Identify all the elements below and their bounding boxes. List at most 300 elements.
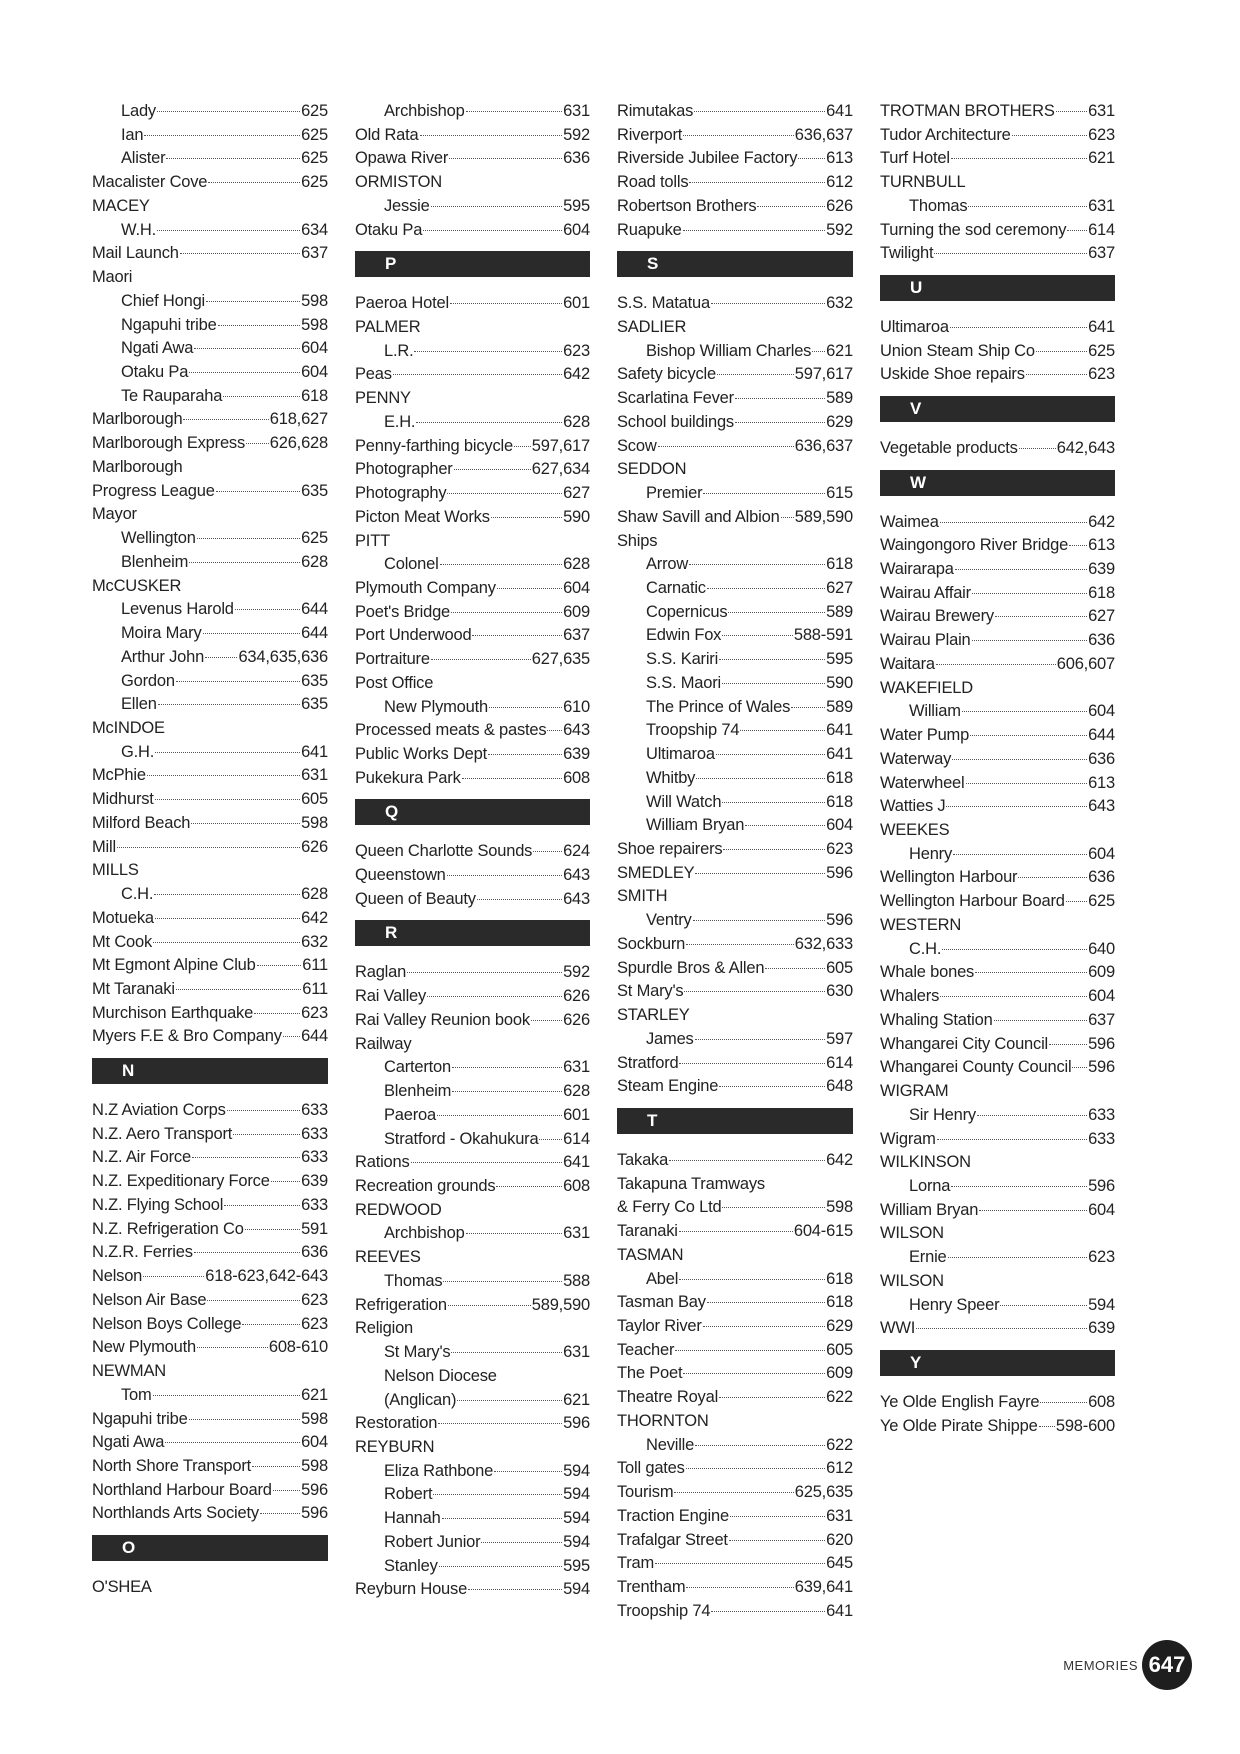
index-entry bbox=[92, 1407, 328, 1431]
entry-name: Road tolls bbox=[617, 173, 689, 192]
entry-name: Nelson bbox=[92, 1267, 143, 1286]
entry-pages: 594 bbox=[1088, 1295, 1115, 1314]
index-entry bbox=[92, 930, 328, 954]
entry-name: Whalers bbox=[880, 987, 940, 1006]
entry-pages: 608 bbox=[1088, 1392, 1115, 1411]
entry-pages: 644 bbox=[301, 1027, 328, 1046]
index-entry bbox=[355, 339, 590, 363]
entry-name: Safety bicycle bbox=[617, 365, 716, 384]
index-entry bbox=[355, 1103, 590, 1127]
dot-leader bbox=[143, 1276, 204, 1277]
entry-name: WILSON bbox=[880, 1224, 944, 1243]
entry-pages: 594 bbox=[563, 1461, 590, 1480]
index-heading bbox=[92, 502, 328, 526]
index-entry bbox=[355, 1482, 590, 1506]
index-entry bbox=[880, 1390, 1115, 1414]
entry-pages: 642 bbox=[826, 1150, 853, 1169]
index-heading bbox=[355, 386, 590, 410]
dot-leader bbox=[950, 327, 1087, 328]
index-entry bbox=[880, 794, 1115, 818]
entry-name: Mail Launch bbox=[92, 244, 179, 263]
entry-name: Ye Olde Pirate Shippe bbox=[880, 1416, 1038, 1435]
index-entry bbox=[880, 984, 1115, 1008]
entry-name: Waterwheel bbox=[880, 773, 965, 792]
entry-pages: 609 bbox=[1088, 963, 1115, 982]
entry-pages: 596 bbox=[563, 1414, 590, 1433]
entry-name: Turf Hotel bbox=[880, 149, 950, 168]
entry-name: Portraiture bbox=[355, 650, 430, 669]
index-entry bbox=[617, 1551, 853, 1575]
entry-name: Progress League bbox=[92, 481, 215, 500]
entry-name: Marlborough Express bbox=[92, 434, 246, 453]
entry-name: St Mary's bbox=[384, 1343, 451, 1362]
dot-leader bbox=[951, 1186, 1087, 1187]
entry-name: Ultimaroa bbox=[880, 317, 949, 336]
entry-name: N.Z.R. Ferries bbox=[92, 1243, 193, 1262]
dot-leader bbox=[443, 1281, 562, 1282]
entry-name: Trafalgar Street bbox=[617, 1530, 728, 1549]
entry-name: Wairarapa bbox=[880, 559, 954, 578]
dot-leader bbox=[189, 372, 300, 373]
index-entry bbox=[355, 194, 590, 218]
dot-leader bbox=[689, 564, 825, 565]
dot-leader bbox=[962, 711, 1087, 712]
dot-leader bbox=[977, 1115, 1087, 1116]
dot-leader bbox=[423, 230, 562, 231]
index-entry bbox=[92, 953, 328, 977]
entry-pages: 644 bbox=[1088, 726, 1115, 745]
entry-pages: 643 bbox=[563, 889, 590, 908]
index-entry bbox=[92, 740, 328, 764]
entry-pages: 595 bbox=[826, 650, 853, 669]
dot-leader bbox=[180, 253, 300, 254]
entry-pages: 627 bbox=[826, 578, 853, 597]
entry-pages: 625 bbox=[301, 149, 328, 168]
entry-pages: 598 bbox=[301, 813, 328, 832]
entry-name: North Shore Transport bbox=[92, 1456, 252, 1475]
dot-leader bbox=[1019, 448, 1056, 449]
entry-pages: 618 bbox=[826, 792, 853, 811]
entry-name: Sir Henry bbox=[909, 1105, 976, 1124]
index-entry bbox=[92, 811, 328, 835]
entry-name: Will Watch bbox=[646, 792, 722, 811]
dot-leader bbox=[155, 799, 300, 800]
index-entry bbox=[880, 241, 1115, 265]
index-entry bbox=[355, 718, 590, 742]
entry-pages: 628 bbox=[563, 555, 590, 574]
index-entry bbox=[355, 695, 590, 719]
entry-pages: 623 bbox=[301, 1003, 328, 1022]
entry-pages: 606,607 bbox=[1056, 654, 1115, 673]
dot-leader bbox=[450, 303, 562, 304]
dot-leader bbox=[514, 446, 531, 447]
entry-pages: 637 bbox=[1088, 244, 1115, 263]
index-entry bbox=[355, 1174, 590, 1198]
dot-leader bbox=[192, 1157, 300, 1158]
dot-leader bbox=[955, 569, 1087, 570]
entry-name: Ngati Awa bbox=[121, 339, 194, 358]
entry-name: Tourism bbox=[617, 1483, 674, 1502]
index-entry bbox=[92, 1478, 328, 1502]
index-entry bbox=[617, 1027, 853, 1051]
index-entry bbox=[617, 1528, 853, 1552]
index-heading bbox=[617, 1172, 853, 1196]
entry-pages: 633 bbox=[301, 1124, 328, 1143]
dot-leader bbox=[117, 847, 300, 848]
entry-name: Motueka bbox=[92, 908, 154, 927]
entry-pages: 627 bbox=[1088, 607, 1115, 626]
dot-leader bbox=[674, 1492, 793, 1493]
dot-leader bbox=[197, 1347, 268, 1348]
entry-name: New Plymouth bbox=[384, 697, 488, 716]
entry-name: Mt Taranaki bbox=[92, 980, 175, 998]
entry-pages: 639 bbox=[301, 1172, 328, 1191]
entry-name: Nelson Boys College bbox=[92, 1314, 242, 1333]
entry-pages: 631 bbox=[563, 1058, 590, 1077]
entry-pages: 626 bbox=[563, 1010, 590, 1029]
entry-pages: 618 bbox=[301, 386, 328, 405]
index-entry bbox=[617, 481, 853, 505]
index-heading bbox=[355, 1245, 590, 1269]
entry-pages: 648 bbox=[826, 1077, 853, 1096]
entry-name: Levenus Harold bbox=[121, 600, 234, 619]
entry-name: Stratford - Okahukura bbox=[384, 1129, 539, 1148]
entry-pages: 612 bbox=[826, 173, 853, 192]
entry-name: Carterton bbox=[384, 1058, 451, 1077]
entry-pages: 643 bbox=[563, 721, 590, 740]
entry-name: Waitara bbox=[880, 654, 935, 673]
entry-pages: 625 bbox=[301, 529, 328, 548]
entry-pages: 625 bbox=[301, 125, 328, 144]
entry-name: Opawa River bbox=[355, 149, 449, 168]
index-entry bbox=[92, 1240, 328, 1264]
index-heading bbox=[355, 315, 590, 339]
entry-pages: 625 bbox=[1088, 341, 1115, 360]
dot-leader bbox=[224, 1205, 300, 1206]
entry-pages: 610 bbox=[563, 697, 590, 716]
entry-name: STARLEY bbox=[617, 1006, 690, 1025]
entry-pages: 604 bbox=[301, 1433, 328, 1452]
dot-leader bbox=[916, 1328, 1087, 1329]
index-entry bbox=[617, 576, 853, 600]
entry-pages: 631 bbox=[1088, 196, 1115, 215]
dot-leader bbox=[975, 972, 1087, 973]
entry-pages: 623 bbox=[301, 1314, 328, 1333]
dot-leader bbox=[431, 659, 531, 660]
dot-leader bbox=[407, 972, 562, 973]
entry-name: E.H. bbox=[384, 412, 416, 431]
entry-name: W.H. bbox=[121, 220, 156, 239]
index-entry bbox=[617, 1385, 853, 1409]
entry-name: The Poet bbox=[617, 1364, 683, 1383]
index-heading bbox=[880, 1269, 1115, 1293]
dot-leader bbox=[497, 588, 562, 589]
dot-leader bbox=[711, 303, 825, 304]
entry-pages: 618 bbox=[826, 768, 853, 787]
entry-name: Eliza Rathbone bbox=[384, 1461, 494, 1480]
dot-leader bbox=[454, 469, 531, 470]
dot-leader bbox=[791, 707, 825, 708]
entry-pages: 631 bbox=[1088, 102, 1115, 120]
entry-pages: 631 bbox=[826, 1506, 853, 1525]
entry-pages: 633 bbox=[301, 1148, 328, 1167]
dot-leader bbox=[970, 735, 1087, 736]
entry-pages: 597,617 bbox=[531, 436, 590, 455]
entry-name: Maori bbox=[92, 268, 133, 287]
index-entry bbox=[617, 1074, 853, 1098]
dot-leader bbox=[254, 1013, 300, 1014]
dot-leader bbox=[722, 1207, 825, 1208]
dot-leader bbox=[683, 230, 825, 231]
entry-pages: 597 bbox=[826, 1029, 853, 1048]
index-entry bbox=[355, 146, 590, 170]
entry-pages: 632 bbox=[826, 294, 853, 313]
entry-pages: 628 bbox=[301, 552, 328, 571]
dot-leader bbox=[437, 1115, 562, 1116]
entry-name: Scow bbox=[617, 436, 657, 455]
index-entry bbox=[92, 977, 328, 1001]
dot-leader bbox=[155, 918, 300, 919]
entry-name: Theatre Royal bbox=[617, 1388, 719, 1407]
dot-leader bbox=[252, 1466, 300, 1467]
entry-name: Ian bbox=[121, 125, 144, 144]
index-entry bbox=[92, 1098, 328, 1122]
entry-pages: 628 bbox=[563, 1082, 590, 1101]
entry-pages: 635 bbox=[301, 671, 328, 690]
entry-name: Rimutakas bbox=[617, 102, 694, 120]
dot-leader bbox=[472, 635, 562, 636]
entry-name: Processed meats & pastes bbox=[355, 721, 547, 740]
index-heading bbox=[355, 1198, 590, 1222]
dot-leader bbox=[684, 991, 825, 992]
index-entry bbox=[92, 1335, 328, 1359]
entry-pages: 613 bbox=[1088, 773, 1115, 792]
entry-name: Penny-farthing bicycle bbox=[355, 436, 513, 455]
index-entry bbox=[92, 241, 328, 265]
index-entry bbox=[617, 123, 853, 147]
entry-name: Henry bbox=[909, 844, 953, 863]
dot-leader bbox=[765, 968, 825, 969]
entry-name: Stratford bbox=[617, 1053, 679, 1072]
entry-name: N.Z. Aero Transport bbox=[92, 1124, 233, 1143]
index-entry bbox=[617, 386, 853, 410]
dot-leader bbox=[533, 851, 562, 852]
entry-name: REEVES bbox=[355, 1248, 421, 1267]
entry-name: Midhurst bbox=[92, 790, 154, 809]
index-entry bbox=[92, 1001, 328, 1025]
dot-leader bbox=[722, 683, 825, 684]
dot-leader bbox=[155, 752, 300, 753]
entry-name: Blenheim bbox=[384, 1082, 452, 1101]
index-heading bbox=[880, 1221, 1115, 1245]
dot-leader bbox=[675, 1350, 825, 1351]
section-letter-bar: U bbox=[880, 275, 1115, 301]
entry-pages: 589,590 bbox=[794, 507, 853, 526]
entry-pages: 596 bbox=[1088, 1176, 1115, 1195]
index-entry bbox=[880, 557, 1115, 581]
entry-name: Marlborough bbox=[92, 457, 183, 476]
entry-pages: 628 bbox=[301, 885, 328, 904]
entry-name: SEDDON bbox=[617, 460, 687, 479]
index-heading bbox=[617, 1409, 853, 1433]
entry-pages: 618 bbox=[826, 1269, 853, 1288]
index-entry bbox=[355, 623, 590, 647]
entry-pages: 604 bbox=[1088, 987, 1115, 1006]
entry-name: Wairau Plain bbox=[880, 631, 971, 650]
entry-pages: 636 bbox=[563, 149, 590, 168]
index-entry bbox=[617, 813, 853, 837]
entry-pages: 604 bbox=[826, 816, 853, 835]
dot-leader bbox=[703, 1326, 825, 1327]
entry-name: L.R. bbox=[384, 341, 414, 360]
index-entry bbox=[92, 787, 328, 811]
entry-name: New Plymouth bbox=[92, 1338, 196, 1357]
index-heading bbox=[880, 1150, 1115, 1174]
dot-leader bbox=[166, 158, 300, 159]
dot-leader bbox=[207, 1300, 300, 1301]
index-entry bbox=[355, 291, 590, 315]
entry-pages: 604 bbox=[301, 363, 328, 382]
dot-leader bbox=[439, 1566, 562, 1567]
entry-name: N.Z. Expeditionary Force bbox=[92, 1172, 270, 1191]
dot-leader bbox=[1056, 111, 1087, 112]
entry-pages: 632 bbox=[301, 932, 328, 951]
entry-name: WILSON bbox=[880, 1271, 944, 1290]
entry-pages: 642,643 bbox=[1056, 438, 1115, 457]
dot-leader bbox=[1012, 135, 1087, 136]
entry-name: Edwin Fox bbox=[646, 626, 722, 645]
dot-leader bbox=[1039, 1426, 1055, 1427]
index-entry bbox=[617, 766, 853, 790]
entry-pages: 592 bbox=[563, 125, 590, 144]
dot-leader bbox=[462, 778, 562, 779]
index-heading bbox=[355, 1435, 590, 1459]
entry-pages: 604 bbox=[563, 220, 590, 239]
dot-leader bbox=[979, 1210, 1087, 1211]
entry-name: Rations bbox=[355, 1153, 410, 1172]
dot-leader bbox=[157, 111, 300, 112]
entry-pages: 623 bbox=[1088, 125, 1115, 144]
entry-pages: 625,635 bbox=[794, 1483, 853, 1502]
dot-leader bbox=[942, 949, 1087, 950]
dot-leader bbox=[260, 1513, 300, 1514]
entry-name: Shoe repairers bbox=[617, 840, 723, 858]
index-entry bbox=[355, 1577, 590, 1601]
entry-pages: 613 bbox=[826, 149, 853, 168]
entry-name: SADLIER bbox=[617, 317, 687, 336]
entry-name: Railway bbox=[355, 1034, 412, 1053]
entry-name: WIGRAM bbox=[880, 1082, 949, 1101]
index-entry bbox=[355, 123, 590, 147]
section-letter-bar: T bbox=[617, 1108, 853, 1134]
dot-leader bbox=[158, 704, 300, 705]
entry-name: Reyburn House bbox=[355, 1580, 468, 1599]
dot-leader bbox=[393, 374, 562, 375]
entry-name: WESTERN bbox=[880, 915, 962, 934]
entry-name: REYBURN bbox=[355, 1437, 435, 1456]
dot-leader bbox=[203, 633, 301, 634]
entry-name: Henry Speer bbox=[909, 1295, 1000, 1314]
dot-leader bbox=[147, 775, 300, 776]
entry-name: Otaku Pa bbox=[121, 363, 189, 382]
entry-pages: 596 bbox=[826, 863, 853, 882]
index-entry bbox=[617, 1338, 853, 1362]
index-heading bbox=[617, 1003, 853, 1027]
dot-leader bbox=[433, 1494, 562, 1495]
dot-leader bbox=[205, 657, 237, 658]
entry-name: SMITH bbox=[617, 887, 668, 906]
entry-pages: 625 bbox=[301, 173, 328, 192]
entry-pages: 634 bbox=[301, 220, 328, 239]
dot-leader bbox=[686, 944, 794, 945]
dot-leader bbox=[937, 1139, 1087, 1140]
entry-name: Tasman Bay bbox=[617, 1293, 706, 1312]
index-entry bbox=[880, 1127, 1115, 1151]
entry-name: PALMER bbox=[355, 317, 421, 336]
dot-leader bbox=[452, 1091, 562, 1092]
index-entry bbox=[617, 1456, 853, 1480]
index-heading bbox=[355, 1032, 590, 1056]
index-entry bbox=[880, 747, 1115, 771]
index-entry bbox=[617, 434, 853, 458]
entry-pages: 643 bbox=[563, 866, 590, 885]
section-letter-bar: Q bbox=[355, 799, 590, 825]
entry-name: Shaw Savill and Albion bbox=[617, 507, 780, 526]
dot-leader bbox=[798, 158, 825, 159]
dot-leader bbox=[1072, 1067, 1087, 1068]
entry-name: Watties J bbox=[880, 797, 946, 816]
index-entry bbox=[355, 984, 590, 1008]
index-entry bbox=[355, 1221, 590, 1245]
dot-leader bbox=[451, 1352, 562, 1353]
dot-leader bbox=[488, 754, 562, 755]
entry-pages: 633 bbox=[1088, 1105, 1115, 1124]
index-heading bbox=[880, 170, 1115, 194]
entry-name: Mill bbox=[92, 837, 116, 856]
entry-name: Religion bbox=[355, 1319, 414, 1338]
entry-name: William Bryan bbox=[646, 816, 745, 835]
index-entry bbox=[92, 882, 328, 906]
dot-leader bbox=[679, 1279, 825, 1280]
entry-name: Premier bbox=[646, 484, 703, 503]
entry-name: Riverside Jubilee Factory bbox=[617, 149, 798, 168]
index-entry bbox=[355, 863, 590, 887]
dot-leader bbox=[703, 493, 825, 494]
entry-pages: 625 bbox=[301, 102, 328, 120]
dot-leader bbox=[283, 1036, 300, 1037]
entry-name: Riverport bbox=[617, 125, 683, 144]
entry-name: Port Underwood bbox=[355, 626, 472, 645]
entry-pages: 605 bbox=[826, 958, 853, 977]
entry-pages: 645 bbox=[826, 1554, 853, 1573]
index-entry bbox=[92, 407, 328, 431]
entry-name: Whaling Station bbox=[880, 1010, 993, 1029]
entry-name: Rai Valley bbox=[355, 987, 427, 1006]
entry-pages: 598 bbox=[301, 1456, 328, 1475]
index-entry bbox=[355, 1055, 590, 1079]
index-entry bbox=[880, 1198, 1115, 1222]
index-entry bbox=[355, 1127, 590, 1151]
dot-leader bbox=[683, 135, 794, 136]
index-entry bbox=[880, 510, 1115, 534]
entry-name: Otaku Pa bbox=[355, 220, 423, 239]
index-entry bbox=[617, 695, 853, 719]
entry-pages: 641 bbox=[1088, 317, 1115, 336]
entry-name: Paeroa Hotel bbox=[355, 294, 449, 313]
index-heading bbox=[92, 716, 328, 740]
dot-leader bbox=[466, 1233, 563, 1234]
entry-name: Ernie bbox=[909, 1248, 947, 1267]
